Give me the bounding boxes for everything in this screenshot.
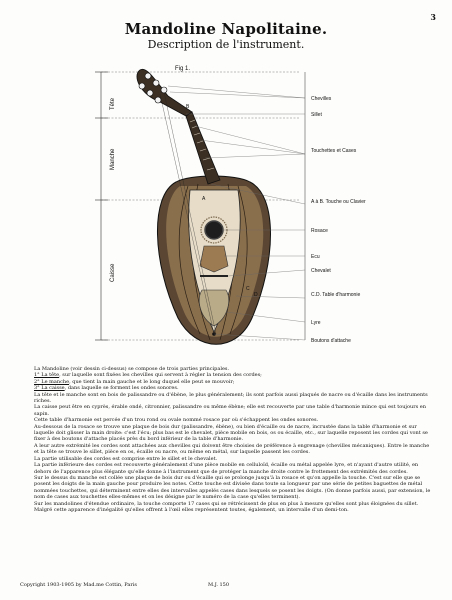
mandolin-body [157,176,270,344]
part-1: 1° La tête, sur laquelle sont fixées les chevilles qui servent à régler la tension des cordes; [34,372,262,379]
label-rosace: Rosace [311,228,328,234]
paragraph: Sur le dessus du manche est collée une plaque de bois dur ou d'écaille qui se prolonge jusqu'à la rosace et qu'on appelle la touche. C'est sur elle que se posent les doigts de la main gauche pour produire les notes. Cette touche est divisée dans toute sa longueur par une série de petites baguettes de métal nommées touchettes, qui déterminent entre elles des intervalles appelés cases dans lesquels se posent les doigts. (On donne parfois aussi, par extension, le nom de cases aux touchettes elles-mêmes et on les désigne par le numéro de la case qu'elles terminent). [34,474,431,501]
letter-a: A [202,196,206,202]
page-subtitle: Description de l'instrument. [147,38,305,51]
label-ecu: Ecu [311,254,320,260]
description-text [20,366,434,513]
part-2: 2° Le manche, que tient la main gauche et le long duquel elle peut se mouvoir; [34,378,235,385]
intro-paragraph: La Mandoline (voir dessin ci-dessus) se compose de trois parties principales. [34,366,230,372]
label-table: C.D. Table d'harmonie [311,292,361,298]
paragraph: Cette table d'harmonie est percée d'un trou rond ou ovale nommé rosace par où s'échappent les ondes sonores. [34,417,319,424]
paragraph: La tête et le manche sont en bois de palissandre ou d'ébène, le plus généralement; ils sont parfois aussi plaqués de nacre ou d'écaille dans les instruments riches. [34,391,428,405]
left-dimension-lines [95,72,108,340]
label-manche: Manche [110,148,116,170]
page-number: 3 [430,12,436,22]
rosace [205,221,223,239]
label-touchettes: Touchettes et Cases [311,148,357,154]
label-boutons: Boutons d'attache [311,338,351,344]
paragraph: A leur autre extrémité les cordes sont attachées aux chevilles qui doivent être choisies de préférence à engrenage (chevilles mécaniques). Entre le manche et la tête se trouve le sillet, pièce en os, écaille ou nacre, ou même en métal, sur laquelle passent les cordes. [34,442,430,456]
letter-c: C [246,286,250,292]
paragraph: Sur les mandolines d'étendue ordinaire, la touche comporte 17 cases qui se rétrécissent de plus en plus à mesure qu'elles sont plus éloignées du sillet. Malgré cette apparence d'inégalité qu'elles offrent à l'œil elles représentent toutes, également, un intervalle d'un demi-ton. [34,500,419,513]
copyright-notice: Copyright 1903-1905 by Mad.me Cottin, Paris [20,582,137,588]
page-title: Mandoline Napolitaine. [124,20,328,38]
label-tete: Tête [110,97,116,110]
publisher-code: M.J. 150 [208,582,230,588]
paragraph: Au-dessous de la rosace se trouve une plaque de bois dur (palissandre, ébène), ou bien d'écaille ou de nacre, incrustée dans la table d'harmonie et sur laquelle doit glisser la main droite: c'est l'écu; plus bas est le chevalet, pièce mobile en bois, os ou écaille, etc., sur laquelle reposent les cordes qui vont se fixer à des boutons d'attache placés près du bord inférieur de la table d'harmonie. [34,423,428,443]
label-chevilles: Chevilles [311,96,332,102]
letter-b: B [186,104,190,110]
ecu [200,246,228,272]
label-lyre: Lyre [311,320,321,326]
part-3: 3° La caisse, dans laquelle se forment les ondes sonores. [34,385,179,392]
paragraph: La partie inférieure des cordes est recouverte généralement d'une pièce mobile en celluloïd, écaille ou métal appelée lyre, et n'ayant d'autre utilité, en dehors de l'apparence plus élégante qu'elle donne à l'instrument que de protéger la manche droite contre le frottement des extrémités des cordes. [34,462,419,475]
figure-label: Fig 1. [175,66,191,72]
paragraph: La caisse peut être en cyprès, érable ondé, citronnier, palissandre ou même ébène; elle est recouverte par une table d'harmonie mince qui est toujours en sapin. [34,404,426,417]
letter-d: D [254,292,258,298]
mandolin-neck [186,112,220,184]
label-sillet: Sillet [311,112,322,118]
label-caisse: Caisse [110,263,116,282]
label-chevalet: Chevalet [311,268,331,274]
label-touche: A à B. Touche ou Clavier [311,199,366,205]
paragraph: La partie utilisable des cordes est comprise entre le sillet et le chevalet. [34,455,218,462]
